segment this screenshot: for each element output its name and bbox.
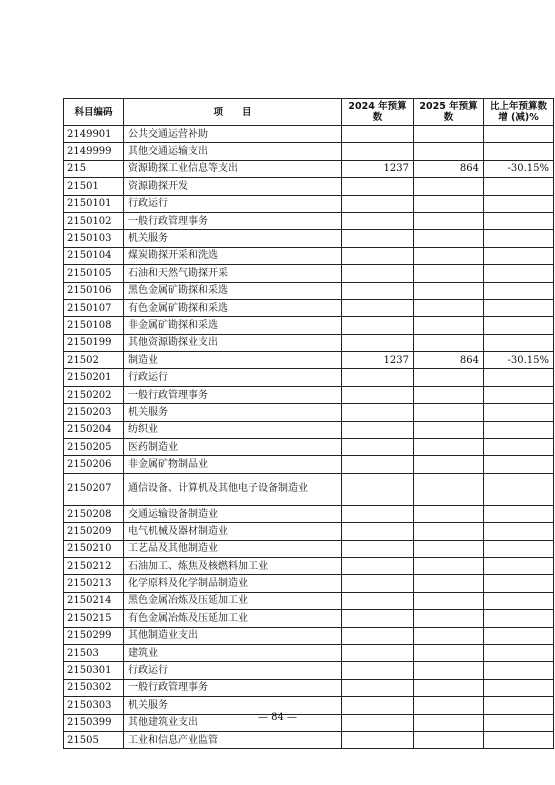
row-code: 2150202 (64, 386, 124, 403)
row-item-name: 资源勘探开发 (124, 178, 342, 195)
table-row (64, 473, 554, 505)
row-2024-value (342, 265, 414, 282)
table-row (64, 212, 554, 229)
row-2025-value (414, 212, 484, 229)
table-row (64, 592, 554, 609)
row-2024-value (342, 421, 414, 438)
row-2025-value (414, 369, 484, 386)
row-2024-value (342, 679, 414, 696)
row-2024-value (342, 557, 414, 574)
row-2025-value (414, 230, 484, 247)
row-2024-value (342, 126, 414, 143)
row-change-value (484, 230, 554, 247)
row-2025-value (414, 143, 484, 160)
row-code: 2149999 (64, 143, 124, 160)
row-change-value (484, 143, 554, 160)
row-code: 2150302 (64, 679, 124, 696)
row-item-name: 通信设备、计算机及其他电子设备制造业 (124, 473, 342, 505)
row-2025-value (414, 575, 484, 592)
row-change-value (484, 265, 554, 282)
row-code: 2150107 (64, 299, 124, 316)
row-2025-value (414, 404, 484, 421)
row-2025-value (414, 505, 484, 522)
row-item-name: 行政运行 (124, 195, 342, 212)
table-row (64, 557, 554, 574)
row-2024-value (342, 386, 414, 403)
table-row (64, 610, 554, 627)
table-row (64, 369, 554, 386)
row-2025-value (414, 334, 484, 351)
row-2025-value: 864 (414, 160, 484, 177)
row-code: 2150204 (64, 421, 124, 438)
row-code: 2150299 (64, 627, 124, 644)
table-row (64, 679, 554, 696)
row-item-name: 工艺品及其他制造业 (124, 540, 342, 557)
row-change-value (484, 404, 554, 421)
row-code: 2150214 (64, 592, 124, 609)
row-2024-value (342, 731, 414, 748)
row-code: 2150108 (64, 317, 124, 334)
row-2024-value (342, 212, 414, 229)
row-2025-value (414, 265, 484, 282)
table-row (64, 540, 554, 557)
row-code: 2150209 (64, 523, 124, 540)
row-item-name: 非金属矿物制品业 (124, 456, 342, 473)
row-2025-value (414, 662, 484, 679)
row-2025-value (414, 126, 484, 143)
row-2024-value (342, 195, 414, 212)
row-change-value (484, 473, 554, 505)
header-change: 比上年预算数增 (减)% (484, 99, 554, 126)
row-2024-value (342, 505, 414, 522)
row-change-value (484, 456, 554, 473)
row-2024-value (342, 575, 414, 592)
row-2025-value (414, 731, 484, 748)
row-change-value (484, 282, 554, 299)
row-2024-value (342, 439, 414, 456)
row-change-value (484, 731, 554, 748)
row-item-name: 煤炭勘探开采和洗选 (124, 247, 342, 264)
row-code: 2149901 (64, 126, 124, 143)
row-code: 2150210 (64, 540, 124, 557)
row-code: 2150213 (64, 575, 124, 592)
row-change-value (484, 421, 554, 438)
row-item-name: 其他制造业支出 (124, 627, 342, 644)
row-code: 21505 (64, 731, 124, 748)
row-code: 2150303 (64, 697, 124, 714)
row-change-value: -30.15% (484, 160, 554, 177)
row-2024-value (342, 299, 414, 316)
table-row (64, 386, 554, 403)
row-2024-value (342, 523, 414, 540)
row-code: 2150105 (64, 265, 124, 282)
row-change-value (484, 610, 554, 627)
row-code: 2150215 (64, 610, 124, 627)
row-change-value (484, 505, 554, 522)
row-code: 2150199 (64, 334, 124, 351)
row-code: 2150207 (64, 473, 124, 505)
row-change-value (484, 195, 554, 212)
row-code: 2150102 (64, 212, 124, 229)
row-2025-value (414, 247, 484, 264)
row-item-name: 行政运行 (124, 369, 342, 386)
row-2025-value (414, 282, 484, 299)
row-code: 2150205 (64, 439, 124, 456)
table-row (64, 247, 554, 264)
row-2024-value (342, 540, 414, 557)
row-2025-value (414, 679, 484, 696)
row-item-name: 纺织业 (124, 421, 342, 438)
table-row (64, 282, 554, 299)
row-code: 2150206 (64, 456, 124, 473)
row-2024-value (342, 473, 414, 505)
row-code: 2150201 (64, 369, 124, 386)
table-row (64, 456, 554, 473)
row-item-name: 工业和信息产业监管 (124, 731, 342, 748)
row-change-value (484, 299, 554, 316)
row-code: 2150208 (64, 505, 124, 522)
row-item-name: 交通运输设备制造业 (124, 505, 342, 522)
row-change-value (484, 178, 554, 195)
row-2024-value: 1237 (342, 160, 414, 177)
row-item-name: 医药制造业 (124, 439, 342, 456)
row-code: 2150212 (64, 557, 124, 574)
row-2024-value (342, 143, 414, 160)
row-change-value (484, 126, 554, 143)
table-body (64, 126, 554, 749)
row-2025-value (414, 317, 484, 334)
row-item-name: 机关服务 (124, 697, 342, 714)
table-row (64, 439, 554, 456)
table-row (64, 731, 554, 748)
header-2025: 2025 年预算数 (414, 99, 484, 126)
row-change-value (484, 386, 554, 403)
row-2025-value (414, 644, 484, 661)
table-row (64, 352, 554, 369)
row-change-value (484, 575, 554, 592)
row-change-value (484, 317, 554, 334)
row-item-name: 石油加工、炼焦及核燃料加工业 (124, 557, 342, 574)
row-change-value (484, 592, 554, 609)
row-code: 2150106 (64, 282, 124, 299)
row-2024-value (342, 592, 414, 609)
table-row (64, 575, 554, 592)
row-2024-value (342, 282, 414, 299)
row-item-name: 化学原料及化学制品制造业 (124, 575, 342, 592)
table-row (64, 644, 554, 661)
row-change-value (484, 662, 554, 679)
row-2024-value (342, 247, 414, 264)
table-row (64, 421, 554, 438)
table-row (64, 178, 554, 195)
row-item-name: 其他建筑业支出 (124, 714, 342, 731)
row-2025-value (414, 610, 484, 627)
row-2024-value (342, 662, 414, 679)
row-2024-value (342, 230, 414, 247)
row-2025-value (414, 473, 484, 505)
row-code: 21502 (64, 352, 124, 369)
row-change-value (484, 439, 554, 456)
row-2024-value (342, 644, 414, 661)
row-change-value (484, 557, 554, 574)
table-row (64, 160, 554, 177)
table-row (64, 505, 554, 522)
row-2024-value (342, 456, 414, 473)
row-item-name: 制造业 (124, 352, 342, 369)
header-2024: 2024 年预算数 (342, 99, 414, 126)
row-item-name: 电气机械及器材制造业 (124, 523, 342, 540)
row-2025-value (414, 456, 484, 473)
row-change-value (484, 369, 554, 386)
row-change-value (484, 644, 554, 661)
row-item-name: 机关服务 (124, 404, 342, 421)
row-item-name: 黑色金属矿勘探和采选 (124, 282, 342, 299)
row-2025-value (414, 523, 484, 540)
row-2025-value (414, 386, 484, 403)
row-item-name: 黑色金属冶炼及压延加工业 (124, 592, 342, 609)
row-item-name: 建筑业 (124, 644, 342, 661)
row-change-value (484, 523, 554, 540)
row-2025-value (414, 421, 484, 438)
table-row (64, 143, 554, 160)
row-2024-value: 1237 (342, 352, 414, 369)
table-row (64, 404, 554, 421)
row-code: 2150104 (64, 247, 124, 264)
row-change-value (484, 540, 554, 557)
row-2025-value (414, 540, 484, 557)
table-row (64, 195, 554, 212)
row-change-value (484, 247, 554, 264)
row-change-value (484, 334, 554, 351)
table-header-row (64, 99, 554, 126)
row-2025-value (414, 439, 484, 456)
row-item-name: 公共交通运营补助 (124, 126, 342, 143)
table-row (64, 662, 554, 679)
table-row (64, 299, 554, 316)
row-2025-value (414, 178, 484, 195)
row-code: 2150301 (64, 662, 124, 679)
row-2025-value (414, 299, 484, 316)
table-row (64, 523, 554, 540)
row-change-value (484, 212, 554, 229)
row-2025-value: 864 (414, 352, 484, 369)
row-2024-value (342, 369, 414, 386)
row-2025-value (414, 557, 484, 574)
row-change-value: -30.15% (484, 352, 554, 369)
header-code: 科目编码 (64, 99, 124, 126)
row-2024-value (342, 334, 414, 351)
row-code: 2150101 (64, 195, 124, 212)
row-item-name: 资源勘探工业信息等支出 (124, 160, 342, 177)
row-code: 2150103 (64, 230, 124, 247)
row-2024-value (342, 610, 414, 627)
row-item-name: 有色金属冶炼及压延加工业 (124, 610, 342, 627)
row-2025-value (414, 592, 484, 609)
row-code: 215 (64, 160, 124, 177)
row-item-name: 其他交通运输支出 (124, 143, 342, 160)
row-item-name: 有色金属矿勘探和采选 (124, 299, 342, 316)
table-row (64, 334, 554, 351)
budget-table (63, 98, 554, 749)
row-item-name: 石油和天然气勘探开采 (124, 265, 342, 282)
row-code: 21503 (64, 644, 124, 661)
row-2024-value (342, 317, 414, 334)
row-change-value (484, 679, 554, 696)
page-number: — 84 — (257, 712, 298, 723)
row-2024-value (342, 178, 414, 195)
row-2024-value (342, 627, 414, 644)
row-item-name: 一般行政管理事务 (124, 679, 342, 696)
row-2025-value (414, 627, 484, 644)
header-item: 项 目 (124, 99, 342, 126)
table-row (64, 317, 554, 334)
table-row (64, 126, 554, 143)
table-row (64, 230, 554, 247)
row-item-name: 一般行政管理事务 (124, 212, 342, 229)
row-item-name: 行政运行 (124, 662, 342, 679)
row-item-name: 非金属矿勘探和采选 (124, 317, 342, 334)
row-change-value (484, 627, 554, 644)
table-row (64, 627, 554, 644)
row-2025-value (414, 195, 484, 212)
row-item-name: 机关服务 (124, 230, 342, 247)
row-code: 2150203 (64, 404, 124, 421)
row-2024-value (342, 404, 414, 421)
row-item-name: 其他资源勘探业支出 (124, 334, 342, 351)
table-row (64, 265, 554, 282)
row-item-name: 一般行政管理事务 (124, 386, 342, 403)
row-code: 2150399 (64, 714, 124, 731)
row-code: 21501 (64, 178, 124, 195)
